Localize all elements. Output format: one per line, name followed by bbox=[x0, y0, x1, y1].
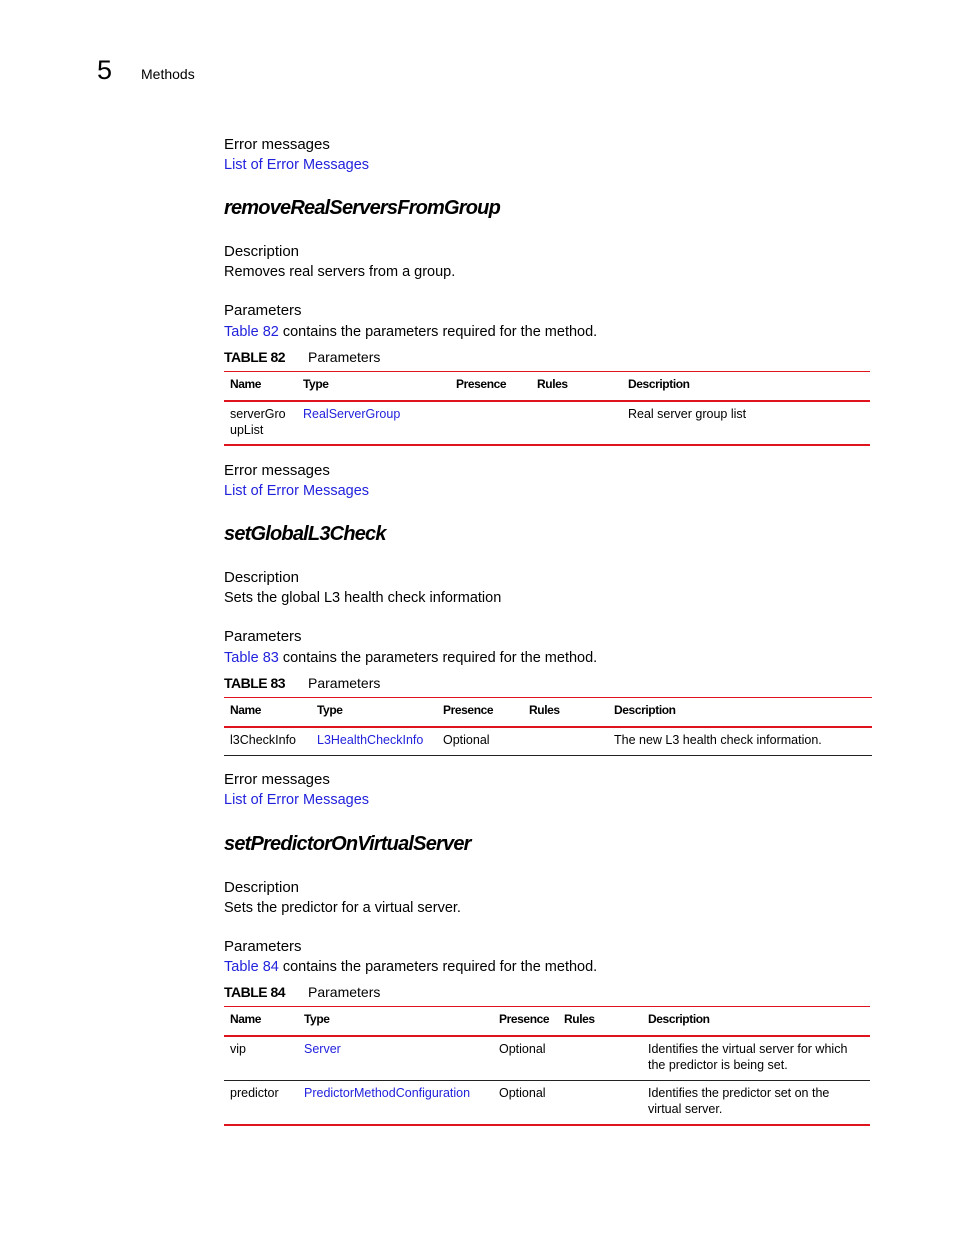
cell-description: The new L3 health check information. bbox=[608, 727, 872, 756]
parameters-table bbox=[224, 371, 870, 446]
column-header: Presence bbox=[493, 1007, 558, 1037]
error-messages-heading: Error messages bbox=[224, 136, 330, 153]
cell-name: l3CheckInfo bbox=[224, 727, 311, 756]
column-header: Type bbox=[298, 1007, 493, 1037]
table-ref-link[interactable]: Table 84 bbox=[224, 959, 279, 975]
table-reference: Table 83 contains the parameters required for the method. bbox=[224, 650, 598, 666]
table-caption: TABLE 83 Parameters bbox=[224, 675, 381, 691]
column-header: Rules bbox=[558, 1007, 642, 1037]
description-heading: Description bbox=[224, 569, 300, 586]
column-header: Description bbox=[622, 372, 870, 402]
parameters-heading: Parameters bbox=[224, 938, 302, 955]
column-header: Presence bbox=[450, 372, 531, 402]
column-header: Description bbox=[608, 698, 872, 728]
description-text: Sets the predictor for a virtual server. bbox=[224, 900, 461, 916]
error-messages-heading: Error messages bbox=[224, 462, 330, 479]
table-reference: Table 84 contains the parameters required for the method. bbox=[224, 959, 598, 975]
type-link[interactable]: PredictorMethodConfiguration bbox=[304, 1086, 471, 1100]
table-row: vip Server Optional Identifies the virtual server for which the predictor is being set. bbox=[224, 1036, 870, 1081]
cell-description: Real server group list bbox=[622, 401, 870, 445]
error-messages-link[interactable]: List of Error Messages bbox=[224, 483, 370, 499]
table-ref-link[interactable]: Table 82 bbox=[224, 324, 279, 340]
type-link[interactable]: RealServerGroup bbox=[303, 407, 401, 421]
column-header: Name bbox=[224, 1007, 298, 1037]
table-ref-link[interactable]: Table 83 bbox=[224, 650, 279, 666]
table-caption: TABLE 82 Parameters bbox=[224, 349, 381, 365]
parameters-heading: Parameters bbox=[224, 628, 302, 645]
column-header: Rules bbox=[531, 372, 622, 402]
type-link[interactable]: Server bbox=[304, 1042, 341, 1056]
error-messages-link[interactable]: List of Error Messages bbox=[224, 792, 370, 808]
type-link[interactable]: L3HealthCheckInfo bbox=[317, 733, 424, 747]
description-text: Removes real servers from a group. bbox=[224, 264, 456, 280]
method-title: removeRealServersFromGroup bbox=[224, 197, 500, 219]
parameters-table bbox=[224, 1006, 870, 1126]
column-header: Name bbox=[224, 372, 297, 402]
parameters-table bbox=[224, 697, 872, 756]
error-messages-link[interactable]: List of Error Messages bbox=[224, 157, 370, 173]
column-header: Name bbox=[224, 698, 311, 728]
cell-description: Identifies the predictor set on the virtual server. bbox=[642, 1081, 870, 1126]
column-header: Presence bbox=[437, 698, 523, 728]
table-caption: TABLE 84 Parameters bbox=[224, 984, 381, 1000]
table-row: predictor PredictorMethodConfiguration Optional Identifies the predictor set on the virtual server. bbox=[224, 1081, 870, 1126]
description-heading: Description bbox=[224, 879, 300, 896]
error-messages-heading: Error messages bbox=[224, 771, 330, 788]
method-title: setGlobalL3Check bbox=[224, 523, 386, 545]
cell-name: serverGro upList bbox=[224, 401, 297, 445]
table-row bbox=[224, 401, 870, 445]
method-title: setPredictorOnVirtualServer bbox=[224, 833, 471, 855]
column-header: Description bbox=[642, 1007, 870, 1037]
cell-description: Identifies the virtual server for which the predictor is being set. bbox=[642, 1036, 870, 1081]
column-header: Rules bbox=[523, 698, 608, 728]
chapter-number: 5 bbox=[97, 55, 113, 85]
cell-name: predictor bbox=[224, 1081, 298, 1126]
parameters-heading: Parameters bbox=[224, 302, 302, 319]
table-row: l3CheckInfo L3HealthCheckInfo Optional The new L3 health check information. bbox=[224, 727, 872, 756]
column-header: Type bbox=[311, 698, 437, 728]
column-header: Type bbox=[297, 372, 450, 402]
table-reference: Table 82 contains the parameters required for the method. bbox=[224, 324, 598, 340]
description-heading: Description bbox=[224, 243, 300, 260]
description-text: Sets the global L3 health check information bbox=[224, 590, 502, 606]
chapter-title: Methods bbox=[141, 66, 195, 82]
cell-name: vip bbox=[224, 1036, 298, 1081]
